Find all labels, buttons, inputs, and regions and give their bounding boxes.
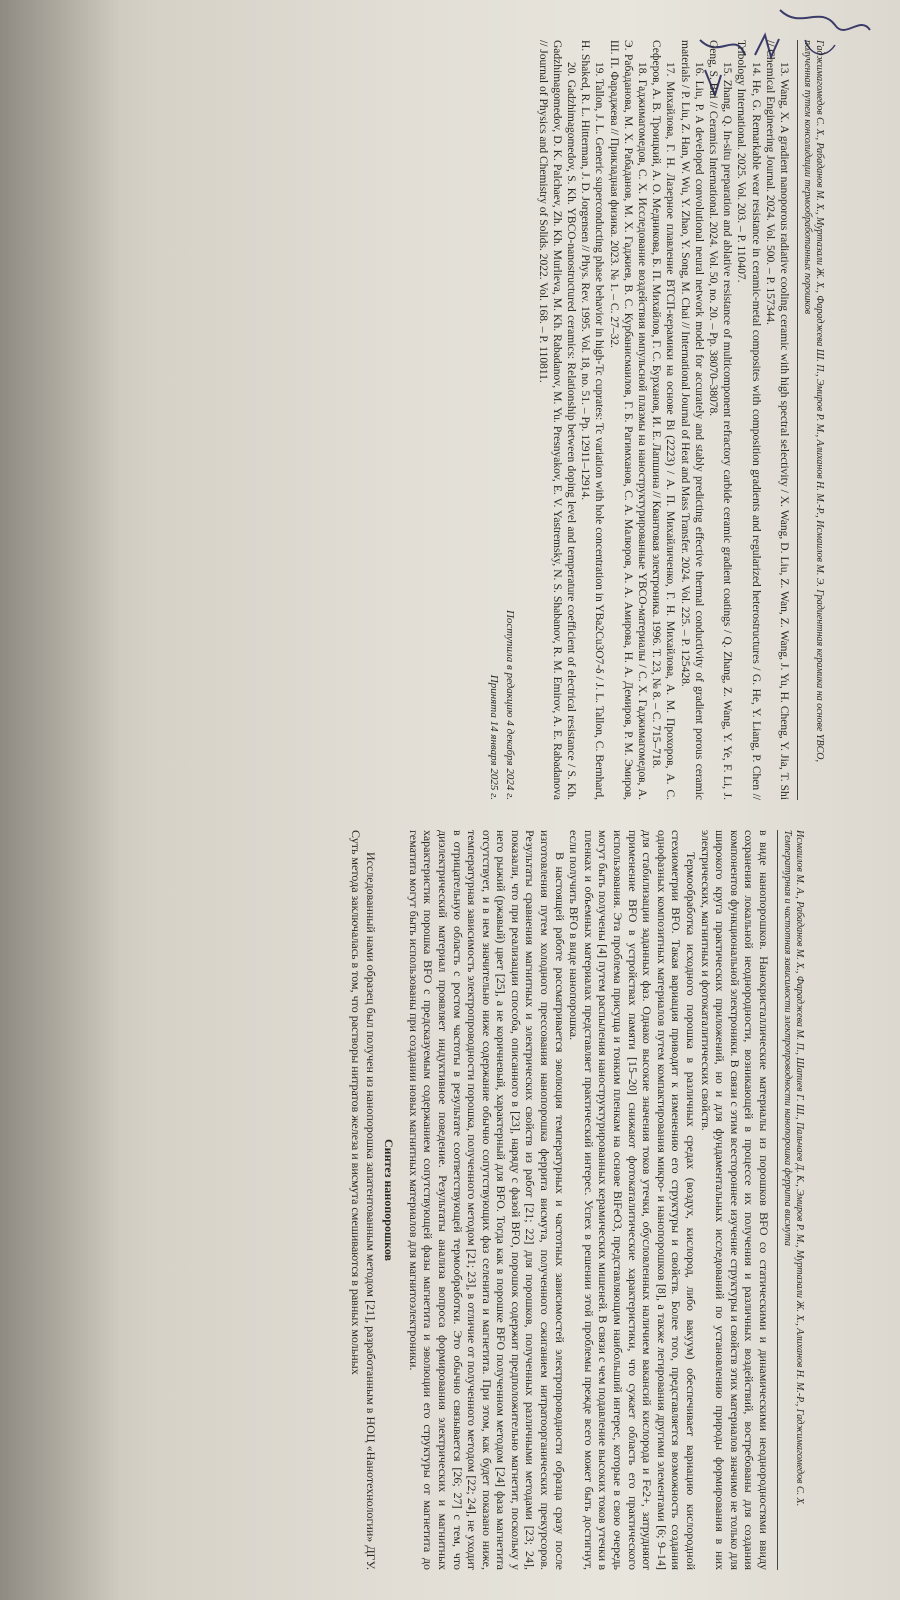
right-page [348, 830, 805, 1570]
article-body [348, 830, 771, 1570]
section-title: Синтез нанопорошков [382, 1138, 397, 1262]
reference-item: 20. Gadzhimagomedov, S. Kh. YBCO-nanostructured ceramics: Relationship between doping level and temperature coefficient of electrical resistance / S. Kh. Gadzhimagomedov, D. K. Palchaev, Zh. Kh. Murlieva, M. Kh. Rabadanov, M. Yu. Presnyakov, E. V. Yastremsky, N. S. Shabanov, R. M. Emirov, A. E. Rabadanova // Journal of Physics and Chemistry of Solids. 2022. Vol. 168. – P. 110811. [536, 40, 577, 800]
reference-item: 17. Михайлова, Г. Н. Лазерное плавление ВТСП-керамики на основе Bi (2223) / А. П. Михайличенко, Г. Н. Михайлова, А. М. Прохоров, А. С. Сеферов, А. В. Троицкий, А. О. Медникова, Б. П. Михайлов, Г. С. Бурханов, И. Е. Лапшина // Квантовая электроника. 1996. Т. 23, № 8. – С. 715–718. [650, 40, 677, 800]
reference-item: 19. Tallon, J. L. Generic superconducting phase behavior in high-Tc cuprates: Tc variation with hole concentration in YBa2Cu3O7-δ / J. L. Tallon, C. Bernhard, H. Shaked, R. L. Hitterman, J. D. Jorgensen // Phys. Rev. 1995. Vol. 18, no. 51. – Pp. 12911–12914. [579, 40, 606, 800]
reference-item: 15. Zhang, Q. In-situ preparation and ablative resistance of multicomponent refractory carbide ceramic gradient coatings / Q. Zhang, Z. Wang, Y. Ye, F. Li, J. Geng, S. Bai // Ceramics International. 2024. Vol. 50, no. 20. – Pp. 38070–38078. [706, 40, 734, 800]
received-date: Поступила в редакцию 4 декабря 2024 г. [504, 609, 517, 800]
paragraph: Исследованный нами образец был получен из нанопорошка запатентованным методом [21], разработанным в НОЦ «Нанотехнологии» ДГУ. Суть метода заключалась в том, что растворы нитратов железа и висмута смешиваются в равных мольных [348, 830, 378, 1570]
running-header: Исмаилов М. А., Рабаданов М. Х., Фараджева М. П., Шапиев Г. Ш., Пальчаев Д. К., Эмиров Р. М., Муртазали Ж. Х., Алиханов Н. М.-Р., Гаджимагомедов С. Х. Температурная и частотная зависимости электропроводности нанопорошка феррита висмута [777, 830, 805, 1570]
running-header: Гаджимагомедов С. Х., Рабаданов М. Х., Муртазали Ж. Х., Фараджева Ш. П., Эмиров Р. М., Алиханов Н. М.-Р., Исмаилов М. Э. Градиентная керамика на основе YBCO, полученная путем консолидации термообработанных порошков [797, 40, 825, 800]
paragraph: в виде нанопорошков. Нанокристаллические материалы из порошков BFO со статическими и динамическими неоднородностями ввиду сохранения локальной неоднородности, возникающей в процессе их получения и различных воздействий, востребованы для создания компонентов функциональной электроники. В связи с этим всестороннее изучение структуры и свойств этих материалов значимо не только для широкого круга практических приложений, но и для фундаментальных исследований по установлению природы формирования в них электрических, магнитных и фотокаталитических свойств. [698, 830, 771, 1570]
reference-item: 13. Wang, X. A gradient nanoporous radiative cooling ceramic with high spectral selectivity / X. Wang, D. Liu, Z. Wan, Z. Wang, J. Yu, H. Cheng, Y. Jia, T. Shi // Chemical Engineering Journal. 2024. Vol. 500. – P. 157344. [763, 40, 790, 800]
paragraph: Термообработка исходного порошка в различных средах (воздух, кислород, либо вакуум) обеспечивает вариацию кислородной стехиометрии BFO. Такая вариация приводит к изменению его структуры и свойств. Более того, представляется возможность создания однофазных композитных материалов путем компактирования микро- и нанопорошков [8], а также легирования другими элементами [6; 9–14] для стабилизации заданных фаз. Однако высокие значения токов утечки, обусловленных наличием вакансий кислорода и Fe2+, затрудняют применение BFO в устройствах памяти [15–20] снижают фотокаталитические характеристики, что сужает область его практического использования. Эта проблема присуща и тонким пленкам на основе BiFeO3, представляющим наибольший интерес, которые в свою очередь могут быть получены [4] путем распыления наноструктурированных керамических мишеней. В связи с чем подавление высоких токов утечки в пленках и объемных материалах представляет практический интерес. Успех в решении этой проблемы прежде всего может быть достигнут, если получить BFO в виде нанопорошка. [567, 830, 699, 1570]
reference-item: 16. Liu, P. A developed convolutional neural network model for accurately and stably predicting effective thermal conductivity of gradient porous ceramic materials / P. Liu, Z. Han, W. Wu, Y. Zhao, Y. Song, M. Chai // International Journal of Heat and Mass Transfer. 2024. Vol. 225. – P. 125428. [678, 40, 705, 800]
reference-item: 14. He, G. Remarkable wear resistance in ceramic-metal composites with composition gradients and regularized heterostructures / G. He, Y. Liang, P. Chen // Tribology International. 2025. Vol. 203. – P. 110407. [735, 40, 762, 800]
accepted-date: Принята 14 января 2025 г. [488, 674, 501, 800]
reference-list [535, 40, 791, 800]
reference-item: 18. Гаджимагомедов, С. Х. Исследование воздействия импульсной плазмы на наноструктурированные YBCO-материалы / С. Х. Гаджимагомедов, А. Э. Рабаданова, М. Х. Рабаданов, М. Х. Гаджиев, В. С. Курбанисмаилов, Г. Б. Рагимханов, С. А. Малюров, А. А. Амирова, Н. А. Демиров, Р. М. Эмиров, Ш. П. Фараджева // Прикладная физика. 2023. № 1. – С. 27–32. [607, 40, 648, 800]
left-page [487, 40, 825, 800]
paragraph: В настоящей работе рассматривается эволюция температурных и частотных зависимостей электропроводности образца сразу после изготовления путем холодного прессования нанопорошка феррита висмута, полученного сжиганием нитратоорганических прекурсоров. Результаты сравнения магнитных и электрических свойств из работ [21; 22] для порошков, полученных различными методами [23; 24], показали, что при реализации способа, описанного в [23], наряду с фазой BFO, порошок содержит предположительно магнетит, поскольку у него рыжий (ржавый) цвет [25], а не коричневый, характерный для BFO. Тогда как в порошке BFO полученном методом [24] фаза магнетита отсутствует, и в нем значительно ниже содержание обычно сопутствующих фаз селенита и магнетита. При этом, как будет показано ниже, температурная зависимость электропроводности порошка, полученного методом [21; 23], в отличие от полученного методом [22; 24], не уходит в отрицательную область с ростом частоты в результате соответствующей термообработки. Это обычно связывается [26; 27] с тем, что диэлектрический материал проявляет индуктивное поведение. Результаты анализа вопроса формирования электрических и магнитных характеристик порошка BFO с предсказуемым содержанием сопутствующей фазы магнетита и эволюции его структуры от магнетита до гематита могут быть использованы при создании новых магнитных материалов для магнитоэлектроники. [406, 830, 567, 1570]
